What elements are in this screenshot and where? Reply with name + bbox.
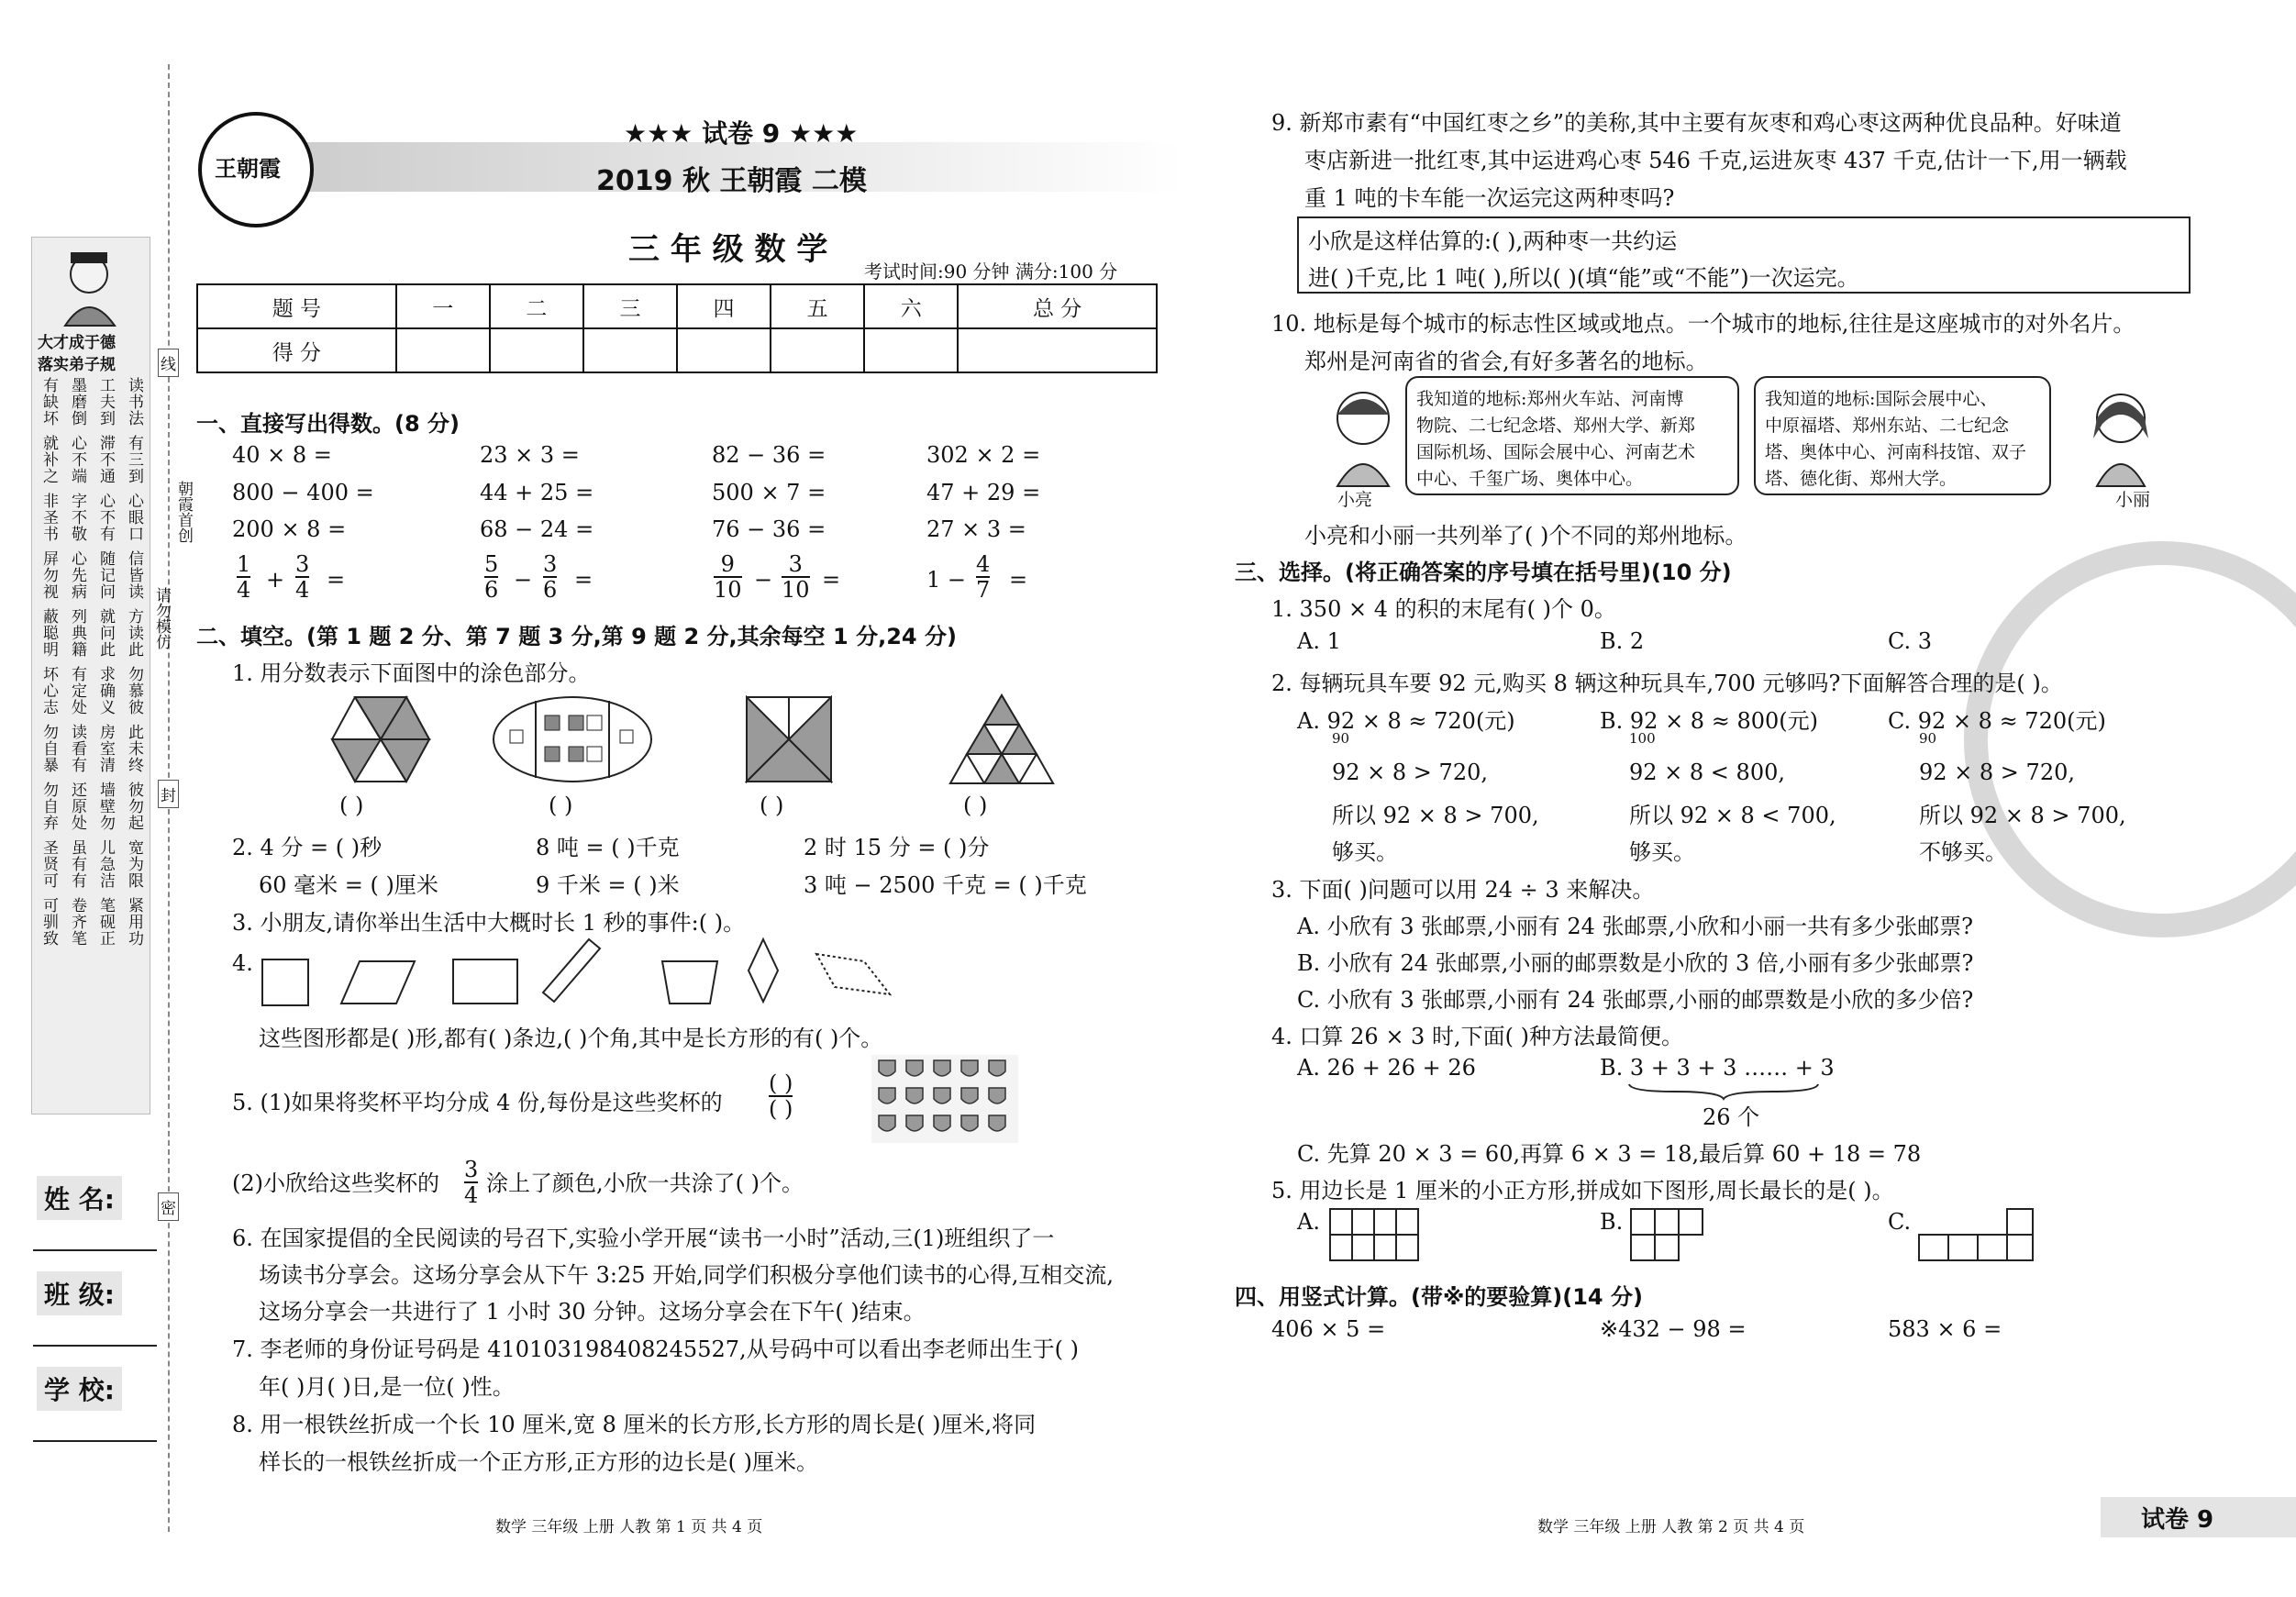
fraction-eq: = xyxy=(822,567,841,593)
motto-column: 就补之 xyxy=(39,435,58,484)
q5-fraction: 3 4 xyxy=(464,1157,479,1209)
motto-column: 随记问 xyxy=(96,550,115,600)
boy-name: 小亮 xyxy=(1337,490,1373,510)
exam-info: 考试时间:90 分钟 满分:100 分 xyxy=(864,261,1118,283)
s3-q5: 5. 用边长是 1 厘米的小正方形,拼成如下图形,周长最长的是( )。 xyxy=(1271,1178,1894,1203)
motto-column: 还原处 xyxy=(68,782,86,831)
bubble-right-line: 我知道的地标:国际会展中心、 xyxy=(1765,389,1998,409)
speech-bubble-right xyxy=(1754,376,2051,495)
s3-q2-A-line: 够买。 xyxy=(1332,839,1398,865)
q9-box-line: 小欣是这样估算的:( ),两种枣一共约运 xyxy=(1308,228,1678,254)
motto-group xyxy=(36,608,146,658)
q6-line: 6. 在国家提倡的全民阅读的号召下,实验小学开展“读书一小时”活动,三(1)班组织了一 xyxy=(232,1225,1055,1251)
bubble-left-line: 中心、千玺广场、奥体中心。 xyxy=(1416,469,1644,489)
calc-item: 302 × 2 = xyxy=(926,442,1041,468)
motto-column: 心先病 xyxy=(68,550,86,600)
q2-item: 3 吨 − 2500 千克 = ( )千克 xyxy=(804,872,1087,898)
logo-badge xyxy=(198,112,314,227)
q5-answer-fraction[interactable]: ( ) ( ) xyxy=(769,1070,793,1123)
q10-line: 10. 地标是每个城市的标志性区域或地点。一个城市的地标,往往是这座城市的对外名片。 xyxy=(1271,311,2135,337)
motto-column: 心眼口 xyxy=(125,493,143,542)
q4-number: 4. xyxy=(232,950,253,976)
q9-box-line: 进( )千克,比 1 吨( ),所以( )(填“能”或“不能”)一次运完。 xyxy=(1308,265,1859,291)
motto-column: 墙壁勿 xyxy=(96,782,115,831)
s3-q4-option-B[interactable]: B. 3 + 3 + 3 …… + 3 xyxy=(1600,1055,1835,1081)
motto-group xyxy=(36,550,146,600)
s3-q2-C-approx: 90 xyxy=(1919,730,1937,747)
q2-item: 2 时 15 分 = ( )分 xyxy=(804,835,990,860)
motto-column: 勿慕彼 xyxy=(125,666,143,715)
motto-column: 非圣书 xyxy=(39,493,58,542)
s3-q2-B-line: 所以 92 × 8 < 700, xyxy=(1629,803,1836,828)
s3-q2-C-line: 不够买。 xyxy=(1919,839,2007,865)
s3-q1: 1. 350 × 4 的积的末尾有( )个 0。 xyxy=(1271,596,1616,622)
q7-line: 7. 李老师的身份证号码是 410103198408245527,从号码中可以看出李老师出生于( ) xyxy=(232,1336,1079,1362)
girl-figure xyxy=(2075,387,2167,488)
s3-q2-C-line: 所以 92 × 8 > 700, xyxy=(1919,803,2126,828)
q5-part2-a: (2)小欣给这些奖杯的 xyxy=(232,1170,439,1196)
section2-title: 二、填空。(第 1 题 2 分、第 7 题 3 分,第 9 题 2 分,其余每空 1 分,24 分) xyxy=(196,624,957,649)
motto-group xyxy=(36,839,146,889)
s3-q3: 3. 下面( )问题可以用 24 ÷ 3 来解决。 xyxy=(1271,877,1655,903)
grid-shape-A xyxy=(1328,1207,1420,1266)
motto-column: 虽有有 xyxy=(68,839,86,889)
motto-column: 有定处 xyxy=(68,666,86,715)
s3-q2-C-line[interactable]: C. 92 × 8 ≈ 720(元) xyxy=(1888,708,2106,734)
side-note-vertical-2: 请勿模仿 xyxy=(152,587,171,649)
q1-answer-blank[interactable]: ( ) xyxy=(339,793,364,818)
fraction-eq: = xyxy=(327,567,346,593)
motto-column: 可驯致 xyxy=(39,897,58,947)
s3-q4-option-C[interactable]: C. 先算 20 × 3 = 60,再算 6 × 3 = 18,最后算 60 + 18 = 78 xyxy=(1297,1141,1922,1167)
q4-shapes xyxy=(259,936,956,1009)
motto-column: 读看有 xyxy=(68,724,86,773)
motto-column: 宽为限 xyxy=(125,839,143,889)
fraction: 3 10 xyxy=(782,551,810,604)
score-cell[interactable] xyxy=(958,328,1157,372)
q1-answer-blank[interactable]: ( ) xyxy=(549,793,573,818)
motto-panel xyxy=(31,237,150,1115)
calc-item: 44 + 25 = xyxy=(480,480,594,505)
motto-group xyxy=(36,897,146,947)
motto-column: 方读此 xyxy=(125,608,143,658)
motto-column: 有三到 xyxy=(125,435,143,484)
score-header: 三 xyxy=(583,284,677,328)
school-label: 学 校: xyxy=(37,1367,122,1411)
fraction-op: + xyxy=(266,567,285,593)
q3-text: 3. 小朋友,请你举出生活中大概时长 1 秒的事件:( )。 xyxy=(232,910,746,936)
s3-q5-option-B[interactable]: B. xyxy=(1600,1209,1624,1235)
s3-q1-option[interactable]: A. 1 xyxy=(1297,628,1341,654)
motto-column: 心不有 xyxy=(96,493,115,542)
s3-q2-B-line[interactable]: B. 92 × 8 ≈ 800(元) xyxy=(1600,708,1818,734)
fraction-op: − xyxy=(514,567,533,593)
boy-figure xyxy=(1317,387,1409,488)
score-header: 二 xyxy=(490,284,583,328)
bubble-right-line: 中原福塔、郑州东站、二七纪念 xyxy=(1765,416,2010,436)
side-mark-3: 密 xyxy=(158,1192,179,1221)
logo-text: 王朝霞 xyxy=(215,155,281,182)
motto-group xyxy=(36,782,146,831)
fraction: 3 6 xyxy=(543,551,558,604)
s3-q2-A-approx: 90 xyxy=(1332,730,1350,747)
q2-item: 8 吨 = ( )千克 xyxy=(536,835,680,860)
motto-group xyxy=(36,435,146,484)
s4-item: 583 × 6 = xyxy=(1888,1316,2002,1342)
score-header: 一 xyxy=(396,284,490,328)
banner-title: 2019 秋 王朝霞 二模 xyxy=(596,165,867,197)
s3-q2-A-line[interactable]: A. 92 × 8 ≈ 720(元) xyxy=(1297,708,1515,734)
q9-line: 9. 新郑市素有“中国红枣之乡”的美称,其中主要有灰枣和鸡心枣这两种优良品种。好味道 xyxy=(1271,110,2122,136)
s3-q3-option[interactable]: A. 小欣有 3 张邮票,小丽有 24 张邮票,小欣和小丽一共有多少张邮票? xyxy=(1297,914,1974,939)
motto-column: 墨磨倒 xyxy=(68,377,86,427)
brace-under xyxy=(1627,1082,1820,1101)
trophies-picture xyxy=(871,1055,1018,1143)
score-table xyxy=(196,283,1158,373)
square-triangles-figure xyxy=(745,695,833,783)
name-label: 姓 名: xyxy=(37,1176,122,1220)
calc-item: 40 × 8 = xyxy=(232,442,332,468)
motto-group xyxy=(36,493,146,542)
q9-line: 重 1 吨的卡车能一次运完这两种枣吗? xyxy=(1304,185,1675,211)
speech-bubble-left xyxy=(1405,376,1739,495)
class-label: 班 级: xyxy=(37,1271,122,1315)
s3-q1-option[interactable]: C. 3 xyxy=(1888,628,1933,654)
class-field[interactable] xyxy=(33,1345,157,1347)
score-header: 六 xyxy=(864,284,958,328)
s3-q3-option[interactable]: C. 小欣有 3 张邮票,小丽有 24 张邮票,小丽的邮票数是小欣的多少倍? xyxy=(1297,987,1974,1013)
s3-q4-option-A[interactable]: A. 26 + 26 + 26 xyxy=(1297,1055,1476,1081)
s3-q2-C-line: 92 × 8 > 720, xyxy=(1919,760,2075,785)
calc-item: 200 × 8 = xyxy=(232,516,347,542)
fraction: 1 4 xyxy=(237,551,251,604)
footer-tag: 试卷 9 xyxy=(2141,1506,2214,1534)
score-header: 总 分 xyxy=(958,284,1157,328)
score-cell[interactable] xyxy=(771,328,864,372)
score-header: 四 xyxy=(677,284,771,328)
q1-text: 1. 用分数表示下面图中的涂色部分。 xyxy=(232,660,591,686)
footer-right: 数学 三年级 上册 人教 第 2 页 共 4 页 xyxy=(1537,1518,1805,1536)
score-cell[interactable] xyxy=(677,328,771,372)
motto-column: 紧用功 xyxy=(125,897,143,947)
triangle-figure xyxy=(948,693,1055,785)
calc-item: 76 − 36 = xyxy=(712,516,826,542)
calc-item: 800 − 400 = xyxy=(232,480,374,505)
fraction: 3 4 xyxy=(295,551,310,604)
exam-tag-text: 试卷 9 xyxy=(702,118,781,149)
side-note-vertical-1: 朝霞首创 xyxy=(174,481,193,543)
side-mark-2: 封 xyxy=(158,780,179,808)
s3-q2: 2. 每辆玩具车要 92 元,购买 8 辆这种玩具车,700 元够吗?下面解答合理的是( )。 xyxy=(1271,671,2063,696)
motto-column: 求确义 xyxy=(96,666,115,715)
motto-column: 卷齐笔 xyxy=(68,897,86,947)
motto-column: 读书法 xyxy=(125,377,143,427)
motto-column: 勿自暴 xyxy=(39,724,58,773)
q2-item: 60 毫米 = ( )厘米 xyxy=(259,872,438,898)
q1-answer-blank[interactable]: ( ) xyxy=(963,793,988,818)
s4-item: 406 × 5 = xyxy=(1271,1316,1386,1342)
motto-column: 屏勿视 xyxy=(39,550,58,600)
motto-column: 坏心志 xyxy=(39,666,58,715)
s3-q5-option-A[interactable]: A. xyxy=(1297,1209,1320,1235)
q7-line: 年( )月( )日,是一位( )性。 xyxy=(259,1374,515,1400)
section3-title: 三、选择。(将正确答案的序号填在括号里)(10 分) xyxy=(1235,560,1732,585)
motto-column: 笔砚正 xyxy=(96,897,115,947)
q5-part1: 5. (1)如果将奖杯平均分成 4 份,每份是这些奖杯的 xyxy=(232,1090,723,1115)
q9-line: 枣店新进一批红枣,其中运进鸡心枣 546 千克,运进灰枣 437 千克,估计一下,用一辆载 xyxy=(1304,148,2127,173)
s3-q5-option-C[interactable]: C. xyxy=(1888,1209,1912,1235)
side-mark-1: 线 xyxy=(158,349,179,377)
motto-1: 大才成于德 xyxy=(38,334,116,352)
fraction: 5 6 xyxy=(484,551,499,604)
grid-shape-C xyxy=(1917,1207,2036,1266)
q8-line: 8. 用一根铁丝折成一个长 10 厘米,宽 8 厘米的长方形,长方形的周长是( )厘米,将同 xyxy=(232,1412,1037,1437)
calc-item: 68 − 24 = xyxy=(480,516,594,542)
grid-shape-B xyxy=(1629,1207,1712,1266)
watermark-seal xyxy=(1964,541,2296,937)
school-field[interactable] xyxy=(33,1440,157,1442)
calc-item: 27 × 3 = xyxy=(926,516,1026,542)
bubble-right-line: 塔、奥体中心、河南科技馆、双子 xyxy=(1765,442,2027,462)
motto-column: 就问此 xyxy=(96,608,115,658)
name-field[interactable] xyxy=(33,1249,157,1251)
motto-column: 房室清 xyxy=(96,724,115,773)
fraction: 4 7 xyxy=(976,551,991,604)
motto-column: 此未终 xyxy=(125,724,143,773)
s3-q2-A-line: 所以 92 × 8 > 700, xyxy=(1332,803,1539,828)
motto-group xyxy=(36,724,146,773)
q6-line: 场读书分享会。这场分享会从下午 3:25 开始,同学们积极分享他们读书的心得,互相交流, xyxy=(259,1262,1115,1288)
score-cell[interactable] xyxy=(864,328,958,372)
q8-line: 样长的一根铁丝折成一个正方形,正方形的边长是( )厘米。 xyxy=(259,1449,818,1475)
bubble-right-line: 塔、德化街、郑州大学。 xyxy=(1765,469,1958,489)
section1-title: 一、直接写出得数。(8 分) xyxy=(196,411,460,437)
score-header: 五 xyxy=(771,284,864,328)
fraction-lead: 1 − xyxy=(926,567,967,593)
fraction-eq: = xyxy=(1009,567,1028,593)
q2-item: 2. 4 分 = ( )秒 xyxy=(232,835,383,860)
motto-column: 圣贤可 xyxy=(39,839,58,889)
s3-q4-brace-label: 26 个 xyxy=(1703,1104,1760,1130)
footer-left: 数学 三年级 上册 人教 第 1 页 共 4 页 xyxy=(495,1518,763,1536)
motto-group xyxy=(36,666,146,715)
motto-column: 有缺坏 xyxy=(39,377,58,427)
motto-column: 信皆读 xyxy=(125,550,143,600)
calc-item: 500 × 7 = xyxy=(712,480,826,505)
s3-q2-A-line: 92 × 8 > 720, xyxy=(1332,760,1488,785)
motto-column: 儿急洁 xyxy=(96,839,115,889)
s3-q4: 4. 口算 26 × 3 时,下面( )种方法最简便。 xyxy=(1271,1024,1683,1049)
motto-column: 工夫到 xyxy=(96,377,115,427)
score-header: 题 号 xyxy=(197,284,396,328)
q10-question: 小亮和小丽一共列举了( )个不同的郑州地标。 xyxy=(1304,523,1747,549)
oval-squares-figure xyxy=(492,695,653,783)
q5-part2-b: 涂上了颜色,小欣一共涂了( )个。 xyxy=(486,1170,804,1196)
bubble-left-line: 物院、二七纪念塔、郑州大学、新郑 xyxy=(1416,416,1696,436)
exam-tag: ★★★ 试卷 9 ★★★ xyxy=(624,118,859,149)
q2-item: 9 千米 = ( )米 xyxy=(536,872,680,898)
hexagon-figure xyxy=(330,695,431,783)
calc-item: 23 × 3 = xyxy=(480,442,580,468)
fraction-op: − xyxy=(754,567,773,593)
s3-q2-B-line: 够买。 xyxy=(1629,839,1695,865)
scholar-figure xyxy=(32,245,150,327)
motto-column: 蔽聪明 xyxy=(39,608,58,658)
girl-name: 小丽 xyxy=(2115,490,2151,510)
score-cell[interactable] xyxy=(490,328,583,372)
motto-column: 字不敬 xyxy=(68,493,86,542)
motto-column: 列典籍 xyxy=(68,608,86,658)
motto-columns xyxy=(36,377,146,955)
motto-column: 勿自弃 xyxy=(39,782,58,831)
bubble-left-line: 我知道的地标:郑州火车站、河南博 xyxy=(1416,389,1684,409)
q4-text: 这些图形都是( )形,都有( )条边,( )个角,其中是长方形的有( )个。 xyxy=(259,1026,883,1051)
score-cell[interactable] xyxy=(583,328,677,372)
fraction: 9 10 xyxy=(714,551,742,604)
s3-q2-B-approx: 100 xyxy=(1629,730,1656,747)
score-cell[interactable] xyxy=(396,328,490,372)
calc-item: 47 + 29 = xyxy=(926,480,1041,505)
s4-item: ※432 − 98 = xyxy=(1600,1316,1747,1342)
q6-line: 这场分享会一共进行了 1 小时 30 分钟。这场分享会在下午( )结束。 xyxy=(259,1299,926,1325)
calc-item: 82 − 36 = xyxy=(712,442,826,468)
section4-title: 四、用竖式计算。(带※的要验算)(14 分) xyxy=(1235,1284,1643,1310)
motto-2: 落实弟子规 xyxy=(38,356,116,374)
q1-answer-blank[interactable]: ( ) xyxy=(760,793,784,818)
s3-q1-option[interactable]: B. 2 xyxy=(1600,628,1645,654)
motto-column: 心不端 xyxy=(68,435,86,484)
motto-column: 滞不通 xyxy=(96,435,115,484)
motto-group xyxy=(36,377,146,427)
score-row-label: 得 分 xyxy=(197,328,396,372)
fraction-eq: = xyxy=(574,567,593,593)
s3-q3-option[interactable]: B. 小欣有 24 张邮票,小丽的邮票数是小欣的 3 倍,小丽有多少张邮票? xyxy=(1297,950,1974,976)
q10-line: 郑州是河南省的省会,有好多著名的地标。 xyxy=(1304,349,1708,374)
s3-q2-B-line: 92 × 8 < 800, xyxy=(1629,760,1785,785)
subject-title: 三 年 级 数 学 xyxy=(628,231,828,268)
bubble-left-line: 国际机场、国际会展中心、河南艺术 xyxy=(1416,442,1696,462)
motto-column: 彼勿起 xyxy=(125,782,143,831)
